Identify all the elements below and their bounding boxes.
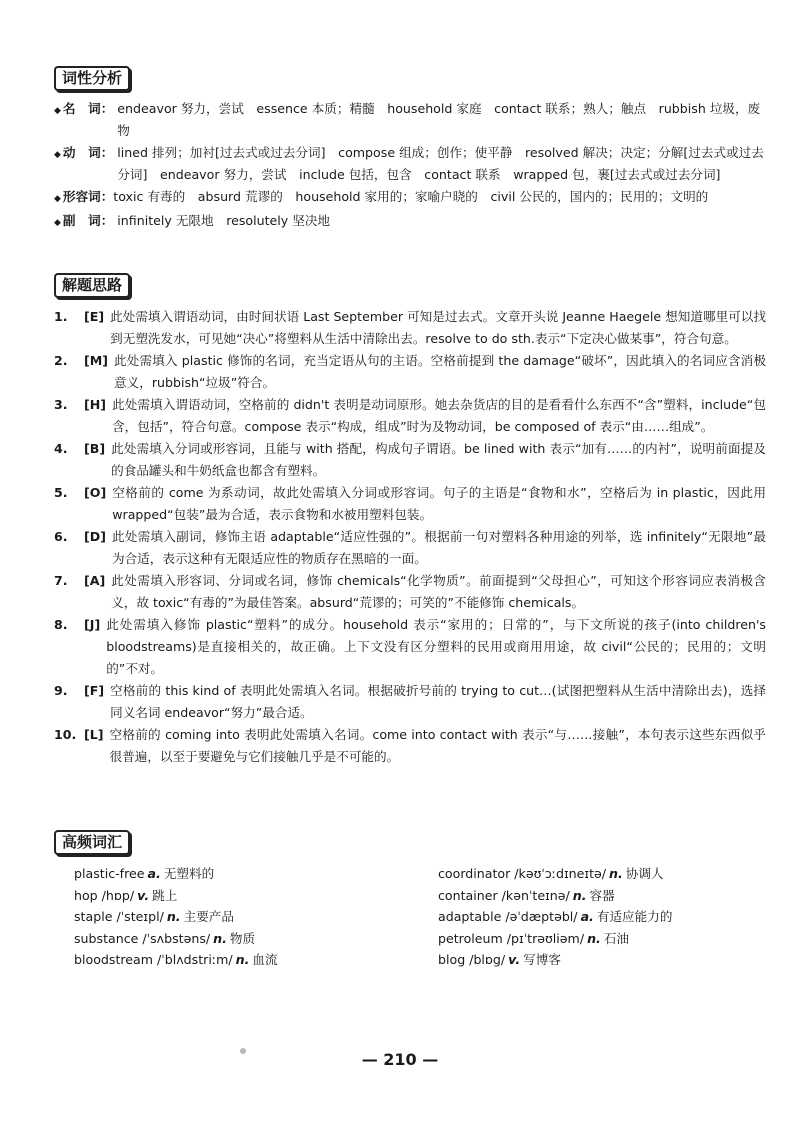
vocab-item xyxy=(74,949,414,971)
vocab-pos: n. xyxy=(166,909,181,924)
vocab-pos: v. xyxy=(508,952,521,967)
answer-text: 空格前的 coming into 表明此处需填入名词。come into contact with 表示“与……接触”，本句表示这些东西似乎很普遍，以至于要避免与它们接触几乎是不可能的。 xyxy=(109,727,766,764)
answer-letter: [M] xyxy=(84,353,109,368)
pos-text: toxic 有毒的 absurd 荒谬的 household 家用的；家喻户晓的 civil 公民的，国内的；民用的；文明的 xyxy=(113,189,709,204)
answer-text: 此处需填入形容词、分词或名词，修饰 chemicals“化学物质”。前面提到“父母担心”，可知这个形容词应表消极含义，故 toxic“有毒的”为最佳答案。absurd“荒谬的；可笑的”不能修饰 chemicals。 xyxy=(111,573,766,610)
vocab-list-right xyxy=(438,863,768,971)
vocab-pos: a. xyxy=(147,866,161,881)
vocab-word: substance /ˈsʌbstəns/ xyxy=(74,930,211,946)
section-title-analysis: 解题思路 xyxy=(54,273,130,298)
vocab-word: staple /ˈsteɪpl/ xyxy=(74,909,164,924)
vocab-item xyxy=(438,949,768,971)
diamond-icon: ◆ xyxy=(54,218,61,228)
vocab-meaning: 写博客 xyxy=(523,952,561,967)
answer-number: 9. xyxy=(54,683,68,698)
pos-row xyxy=(54,186,764,210)
answer-item xyxy=(54,306,766,350)
answer-item xyxy=(54,614,766,680)
answer-list xyxy=(54,306,766,768)
answer-item xyxy=(54,438,766,482)
vocab-word: blog /blɒg/ xyxy=(438,952,506,967)
answer-letter: [F] xyxy=(84,683,105,698)
pos-row xyxy=(54,210,764,234)
vocab-meaning: 容器 xyxy=(589,887,615,903)
section-title-vocab: 高频词汇 xyxy=(54,830,130,855)
vocab-word: plastic-free xyxy=(74,866,145,881)
answer-text: 空格前的 come 为系动词，故此处需填入分词或形容词。句子的主语是“食物和水”，空格后为 in plastic，因此用 wrapped“包装”最为合适，表示食物和水被用塑料包装。 xyxy=(112,485,766,522)
diamond-icon: ◆ xyxy=(54,194,61,204)
answer-number: 1. xyxy=(54,309,68,324)
vocab-list-left xyxy=(74,863,414,971)
page-number: — 210 — xyxy=(361,1050,439,1069)
vocab-word: bloodstream /ˈblʌdstriːm/ xyxy=(74,952,233,967)
answer-letter: [J] xyxy=(84,617,101,632)
answer-text: 此处需填入 plastic 修饰的名词，充当定语从句的主语。空格前提到 the damage“破坏”，因此填入的名词应含消极意义，rubbish“垃圾”符合。 xyxy=(114,353,766,390)
pos-label xyxy=(54,142,113,186)
answer-letter: [D] xyxy=(84,529,106,544)
vocab-pos: n. xyxy=(572,887,587,903)
answer-text: 此处需填入谓语动词，由时间状语 Last September 可知是过去式。文章开头说 Jeanne Haegele 想知道哪里可以找到无塑洗发水，可见她“决心”将塑料从生活中清除出去。resolve to do sth.表示“下定决心做某事”，符合句意。 xyxy=(110,309,766,346)
answer-number: 3. xyxy=(54,397,68,412)
answer-number: 8. xyxy=(54,617,68,632)
vocab-pos: v. xyxy=(137,887,150,903)
pos-text: endeavor 努力，尝试 essence 本质；精髓 household 家庭 contact 联系；熟人；触点 rubbish 垃圾，废物 xyxy=(117,101,761,138)
vocab-pos: n. xyxy=(609,866,623,881)
answer-letter: [L] xyxy=(84,727,104,742)
answer-item xyxy=(54,350,766,394)
answer-number: 7. xyxy=(54,573,68,588)
vocab-pos: n. xyxy=(235,952,250,967)
answer-text: 此处需填入谓语动词，空格前的 didn't 表明是动词原形。她去杂货店的目的是看看什么东西不“含”塑料，include“包含，包括”，符合句意。compose 表示“构成，组成”时为及物动词，be composed of 表示“由……组成”。 xyxy=(112,397,766,434)
vocab-item xyxy=(438,863,768,885)
pos-label xyxy=(54,186,113,210)
vocab-meaning: 石油 xyxy=(603,930,630,946)
section-title-pos: 词性分析 xyxy=(54,66,130,91)
vocab-word: adaptable /əˈdæptəbl/ xyxy=(438,909,578,924)
vocab-pos: n. xyxy=(213,930,227,946)
vocab-pos: a. xyxy=(580,909,594,924)
answer-letter: [O] xyxy=(84,485,107,500)
vocab-item xyxy=(74,863,414,885)
vocab-word: coordinator /kəʊˈɔːdɪneɪtə/ xyxy=(438,866,607,881)
answer-letter: [E] xyxy=(84,309,105,324)
answer-number: 10. xyxy=(54,727,77,742)
answer-letter: [B] xyxy=(84,441,106,456)
answer-item xyxy=(54,526,766,570)
vocab-item xyxy=(74,906,414,928)
vocab-item xyxy=(438,928,768,950)
answer-item xyxy=(54,482,766,526)
pos-row xyxy=(54,142,764,186)
vocab-item xyxy=(74,885,414,907)
answer-number: 2. xyxy=(54,353,68,368)
answer-item xyxy=(54,394,766,438)
pos-label xyxy=(54,98,113,142)
answer-text: 此处需填入副词，修饰主语 adaptable“适应性强的”。根据前一句对塑料各种用途的列举，选 infinitely“无限地”最为合适，表示这种有无限适应性的物质存在黑暗的一面。 xyxy=(111,529,766,566)
pos-text: lined 排列；加衬[过去式或过去分词] compose 组成；创作；使平静 resolved 解决；决定；分解[过去式或过去分词] endeavor 努力，尝试 include 包括，包含 contact 联系 wrapped 包，裹[过去式或过去分词] xyxy=(117,145,764,182)
answer-item xyxy=(54,680,766,724)
pos-row xyxy=(54,98,764,142)
answer-text: 空格前的 this kind of 表明此处需填入名词。根据破折号前的 trying to cut…(试图把塑料从生活中清除出去)，选择同义名词 endeavor“努力”最合适。 xyxy=(110,683,766,720)
answer-item xyxy=(54,724,766,768)
vocab-word: container /kənˈteɪnə/ xyxy=(438,887,570,903)
vocab-word: petroleum /pɪˈtrəʊliəm/ xyxy=(438,930,585,946)
pos-list xyxy=(54,98,764,234)
answer-text: 此处需填入修饰 plastic“塑料”的成分。household 表示“家用的；日常的”，与下文所说的孩子(into children's bloodstreams)是直接相关的，故正确。上下文没有区分塑料的民用或商用用途，故 civil“公民的；民用的；文明的”不对。 xyxy=(106,617,766,676)
vocab-meaning: 血流 xyxy=(252,952,278,967)
diamond-icon: ◆ xyxy=(54,106,61,116)
answer-letter: [A] xyxy=(84,573,106,588)
answer-item xyxy=(54,570,766,614)
vocab-item xyxy=(438,885,768,907)
pos-text: infinitely 无限地 resolutely 坚决地 xyxy=(117,213,331,228)
answer-text: 此处需填入分词或形容词，且能与 with 搭配，构成句子谓语。be lined with 表示“加有……的内衬”，说明前面提及的食品罐头和牛奶纸盒也都含有塑料。 xyxy=(111,441,766,478)
vocab-meaning: 物质 xyxy=(229,930,256,946)
vocab-meaning: 协调人 xyxy=(625,866,664,881)
pos-label-text: 副 词： xyxy=(62,213,114,228)
answer-number: 4. xyxy=(54,441,68,456)
vocab-meaning: 主要产品 xyxy=(183,909,234,924)
answer-number: 5. xyxy=(54,485,68,500)
vocab-item xyxy=(438,906,768,928)
pos-label-text: 名 词： xyxy=(62,101,114,116)
pos-label-text: 动 词： xyxy=(62,145,114,160)
diamond-icon: ◆ xyxy=(54,150,61,160)
pos-label-text: 形容词： xyxy=(62,189,114,204)
vocab-meaning: 跳上 xyxy=(152,887,178,903)
pos-label xyxy=(54,210,113,234)
vocab-word: hop /hɒp/ xyxy=(74,887,135,903)
vocab-meaning: 有适应能力的 xyxy=(596,909,673,924)
vocab-meaning: 无塑料的 xyxy=(163,866,215,881)
answer-letter: [H] xyxy=(84,397,107,412)
vocab-pos: n. xyxy=(587,930,601,946)
vocab-item xyxy=(74,928,414,950)
answer-number: 6. xyxy=(54,529,68,544)
